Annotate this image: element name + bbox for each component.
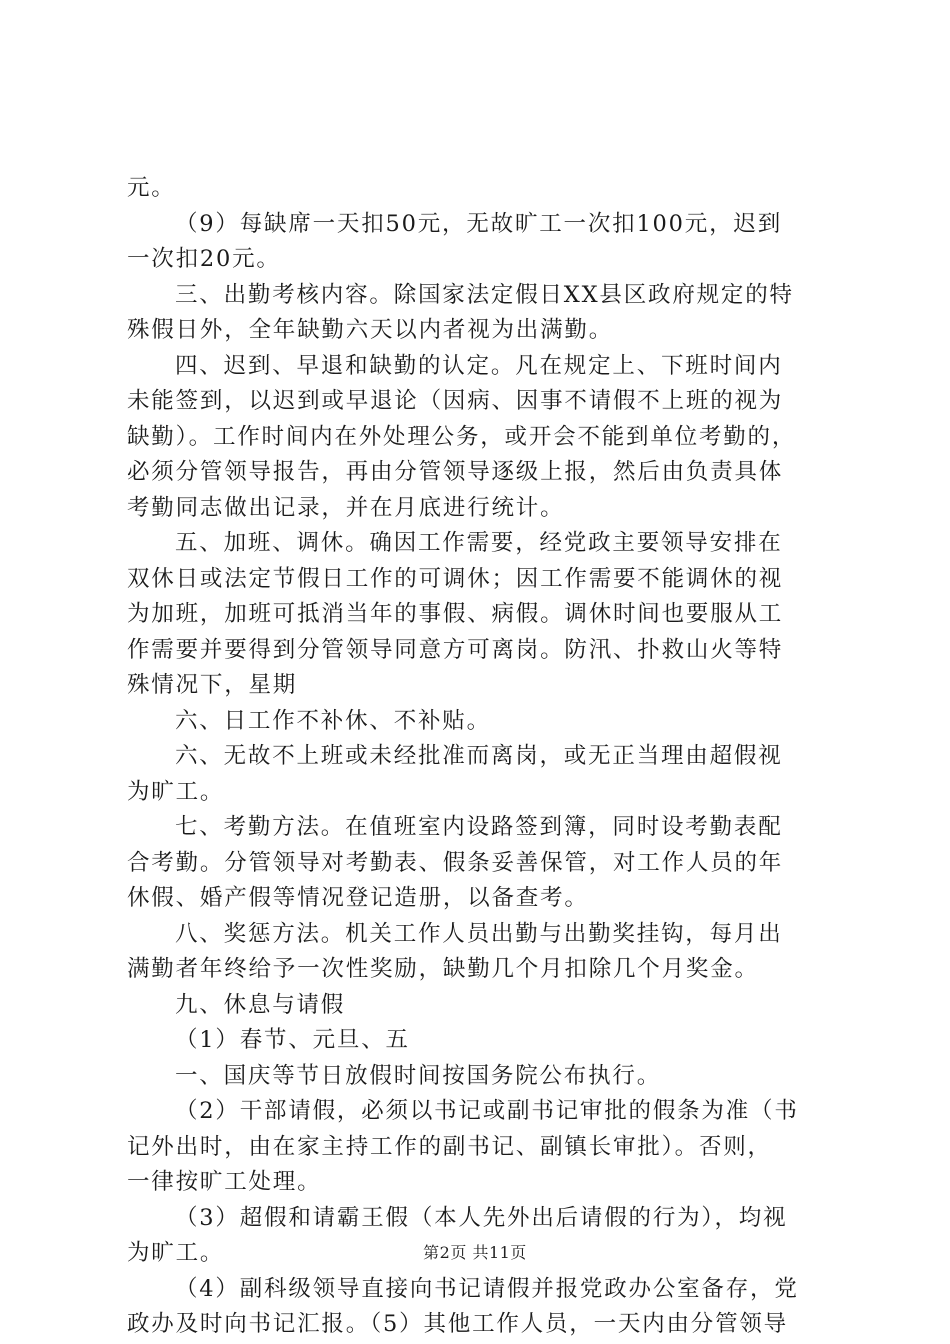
text-line: 八、奖惩方法。机关工作人员出勤与出勤奖挂钩，每月出	[175, 921, 783, 947]
text-line: 一次扣20元。	[127, 246, 281, 272]
text-line: 为旷工。	[127, 779, 225, 805]
text-line: 作需要并要得到分管领导同意方可离岗。防汛、扑救山火等特	[127, 637, 784, 663]
text-line: 元。	[127, 175, 176, 201]
text-line: 一律按旷工处理。	[127, 1169, 322, 1195]
text-line: 殊假日外，全年缺勤六天以内者视为出满勤。	[127, 317, 614, 343]
text-line: 七、考勤方法。在值班室内设路签到簿，同时设考勤表配	[175, 814, 783, 840]
text-line: 四、迟到、早退和缺勤的认定。凡在规定上、下班时间内	[175, 353, 783, 379]
text-line: 缺勤）。工作时间内在外处理公务，或开会不能到单位考勤的，	[127, 424, 797, 450]
text-line: 政办及时向书记汇报。（5）其他工作人员，一天内由分管领导	[127, 1311, 788, 1337]
text-line: 三、出勤考核内容。除国家法定假日XX县区政府规定的特	[175, 282, 794, 308]
text-line: （4）副科级领导直接向书记请假并报党政办公室备存，党	[175, 1276, 799, 1302]
text-line: 未能签到，以迟到或早退论（因病、因事不请假不上班的视为	[127, 388, 784, 414]
text-line: 为加班，加班可抵消当年的事假、病假。调休时间也要服从工	[127, 601, 784, 627]
text-line: （9）每缺席一天扣50元，无故旷工一次扣100元，迟到	[175, 211, 782, 237]
text-line: 殊情况下，星期	[127, 672, 298, 698]
text-line: 休假、婚产假等情况登记造册，以备查考。	[127, 885, 589, 911]
text-line: 满勤者年终给予一次性奖励，缺勤几个月扣除几个月奖金。	[127, 956, 759, 982]
text-line: 必须分管领导报告，再由分管领导逐级上报，然后由负责具体	[127, 459, 784, 485]
text-line: 记外出时，由在家主持工作的副书记、副镇长审批）。否则，	[127, 1134, 772, 1160]
text-line: 考勤同志做出记录，并在月底进行统计。	[127, 495, 565, 521]
text-line: 六、日工作不补休、不补贴。	[175, 708, 491, 734]
text-line: 一、国庆等节日放假时间按国务院公布执行。	[175, 1063, 662, 1089]
text-line: 双休日或法定节假日工作的可调休；因工作需要不能调休的视	[127, 566, 784, 592]
text-line: （3）超假和请霸王假（本人先外出后请假的行为），均视	[175, 1205, 788, 1231]
page-number-footer: 第2页 共11页	[423, 1243, 527, 1262]
text-line: （2）干部请假，必须以书记或副书记审批的假条为准（书	[175, 1098, 799, 1124]
text-line: 九、休息与请假	[175, 992, 346, 1018]
text-line: 六、无故不上班或未经批准而离岗，或无正当理由超假视	[175, 743, 783, 769]
text-line: 合考勤。分管领导对考勤表、假条妥善保管，对工作人员的年	[127, 850, 784, 876]
text-line: 五、加班、调休。确因工作需要，经党政主要领导安排在	[175, 530, 783, 556]
text-line: 为旷工。	[127, 1240, 225, 1266]
text-line: （1）春节、元旦、五	[175, 1027, 410, 1053]
